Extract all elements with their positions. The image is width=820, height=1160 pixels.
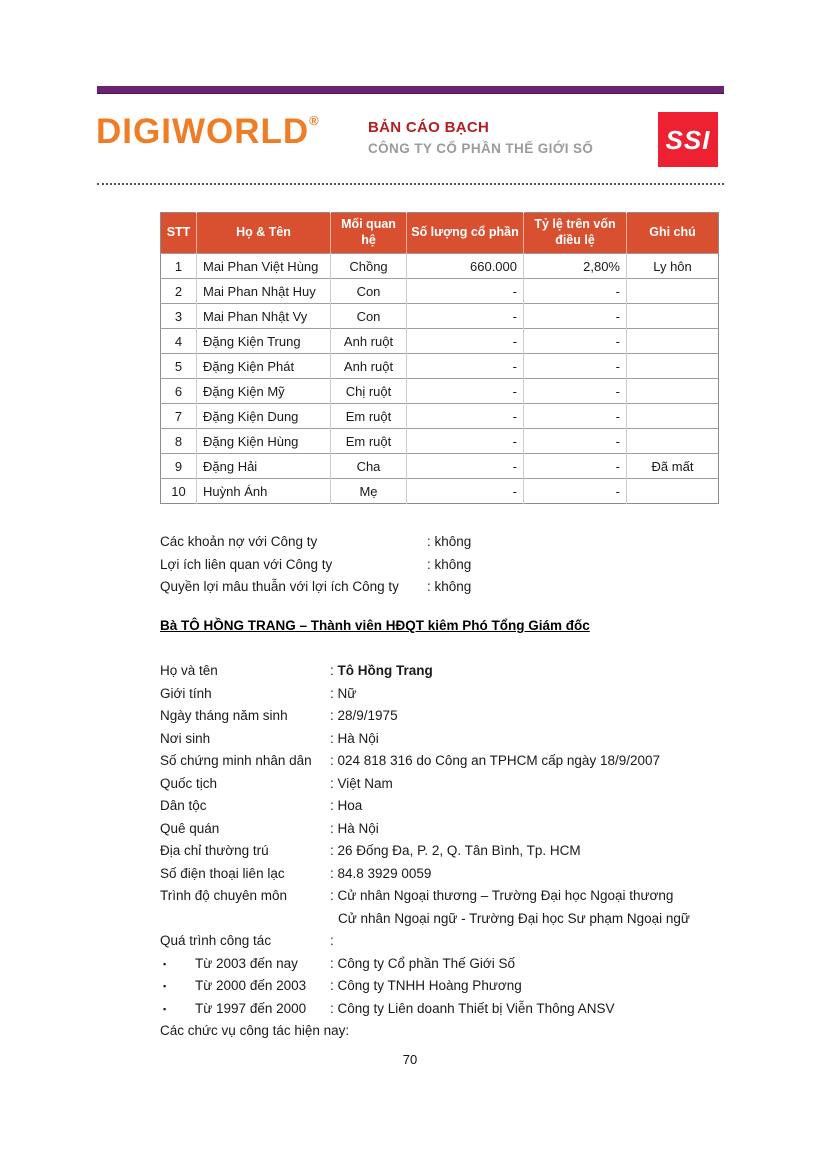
table-cell: Đặng Kiện Dung (197, 404, 331, 429)
profile-value: : Nữ (330, 685, 357, 701)
table-cell: - (524, 454, 627, 479)
table-cell: 3 (161, 304, 197, 329)
career-company: : Công ty Liên doanh Thiết bị Viễn Thông ANSV (330, 1000, 615, 1016)
career-period: Từ 2003 đến nay (195, 955, 298, 971)
table-cell: Ly hôn (627, 254, 719, 279)
profile-value: : Tô Hồng Trang (330, 663, 433, 678)
profile-label: Quốc tịch (160, 775, 218, 791)
profile-label: Dân tộc (160, 798, 207, 813)
table-cell: Chị ruột (331, 379, 407, 404)
profile-value: : 26 Đống Đa, P. 2, Q. Tân Bình, Tp. HCM (330, 843, 581, 858)
profile-value: : 28/9/1975 (330, 708, 398, 723)
profile-line (160, 885, 720, 908)
bullet-icon: ▪ (163, 1003, 167, 1014)
note-value: : không (427, 534, 472, 549)
career-line (160, 975, 720, 998)
table-cell: - (407, 404, 524, 429)
profile-value: : Hà Nội (330, 730, 379, 746)
table-cell: - (407, 329, 524, 354)
page-number: 70 (402, 1052, 418, 1067)
table-cell (627, 354, 719, 379)
table-cell: Đặng Kiện Phát (197, 354, 331, 379)
biography-block (160, 660, 720, 1043)
table-cell: - (407, 304, 524, 329)
column-header: Họ & Tên (197, 213, 331, 254)
table-cell: - (524, 304, 627, 329)
bullet-icon: ▪ (163, 981, 167, 991)
profile-line (160, 818, 720, 841)
table-cell: Em ruột (331, 429, 407, 454)
profile-lines (160, 660, 720, 953)
table-cell (627, 304, 719, 329)
table-cell: - (407, 429, 524, 454)
column-header: STT (161, 213, 197, 254)
profile-label: Quá trình công tác (160, 933, 272, 948)
profile-label: Ngày tháng năm sinh (160, 708, 288, 723)
table-cell: Con (331, 304, 407, 329)
profile-label: Địa chỉ thường trú (160, 843, 269, 858)
profile-value: : Việt Nam (330, 775, 393, 791)
table-cell: Con (331, 279, 407, 304)
career-period: Từ 2000 đến 2003 (195, 978, 307, 993)
table-row (161, 279, 719, 304)
profile-value-text: Hà Nội (337, 730, 379, 746)
profile-value-text: Tô Hồng Trang (337, 663, 433, 678)
profile-value-text: Hoa (337, 798, 363, 813)
career-line (160, 953, 720, 976)
profile-value-text: Cử nhân Ngoại thương – Trường Đại học Ngoại thương (337, 888, 674, 903)
header-accent-bar (97, 86, 724, 94)
table-cell: 5 (161, 354, 197, 379)
table-cell: - (407, 479, 524, 504)
profile-value-text: Việt Nam (337, 775, 393, 791)
table-cell: Em ruột (331, 404, 407, 429)
profile-line (160, 705, 720, 728)
table-cell: Đặng Kiện Trung (197, 329, 331, 354)
profile-label: Số chứng minh nhân dân (160, 753, 312, 768)
table-cell: Anh ruột (331, 354, 407, 379)
table-row (161, 404, 719, 429)
table-cell: Huỳnh Ánh (197, 479, 331, 504)
table-cell: - (524, 404, 627, 429)
table-cell: - (524, 429, 627, 454)
profile-line (160, 728, 720, 751)
table-cell: Đã mất (627, 454, 719, 479)
company-relation-notes (160, 531, 471, 599)
table-cell: 8 (161, 429, 197, 454)
profile-label: Giới tính (160, 685, 212, 701)
note-label: Quyền lợi mâu thuẫn với lợi ích Công ty (160, 579, 399, 594)
section-heading: Bà TÔ HỒNG TRANG – Thành viên HĐQT kiêm Phó Tổng Giám đốc (160, 618, 590, 633)
registered-trademark-icon: ® (309, 113, 319, 128)
profile-label: Họ và tên (160, 663, 218, 678)
note-label: Lợi ích liên quan với Công ty (160, 556, 333, 572)
career-lines (160, 953, 720, 1021)
table-cell: Cha (331, 454, 407, 479)
table-cell: - (524, 479, 627, 504)
table-cell: 9 (161, 454, 197, 479)
related-persons-table (160, 212, 719, 504)
digiworld-logo-text: DIGIWORLD (96, 112, 310, 151)
career-period: Từ 1997 đến 2000 (195, 1000, 307, 1016)
table-cell: 10 (161, 479, 197, 504)
table-cell: - (407, 379, 524, 404)
table-cell: - (524, 379, 627, 404)
profile-value: : Cử nhân Ngoại thương – Trường Đại học Ngoại thương (330, 888, 674, 903)
profile-line (160, 840, 720, 863)
profile-value: : Hoa (330, 798, 363, 813)
table-cell: - (524, 329, 627, 354)
profile-label: Nơi sinh (160, 730, 211, 746)
table-cell: - (407, 354, 524, 379)
career-company: : Công ty TNHH Hoàng Phương (330, 978, 522, 993)
profile-value: : Hà Nội (330, 820, 379, 836)
table-cell (627, 329, 719, 354)
table-cell: Đặng Kiện Mỹ (197, 379, 331, 404)
profile-line (160, 795, 720, 818)
note-value: : không (427, 556, 472, 572)
column-header: Mối quan hệ (331, 213, 407, 254)
company-name-subtitle: CÔNG TY CỔ PHẦN THẾ GIỚI SỐ (368, 141, 594, 156)
digiworld-logo (96, 112, 319, 152)
profile-value-text: 26 Đống Đa, P. 2, Q. Tân Bình, Tp. HCM (337, 843, 581, 858)
table-cell: 6 (161, 379, 197, 404)
table-row (161, 429, 719, 454)
profile-value-text: 024 818 316 do Công an TPHCM cấp ngày 18/9/2007 (337, 753, 660, 768)
table-cell: 2,80% (524, 254, 627, 279)
table-row (161, 304, 719, 329)
table-cell: - (407, 279, 524, 304)
table-cell: Chồng (331, 254, 407, 279)
table-header-row (161, 213, 719, 254)
profile-line (160, 750, 720, 773)
bullet-icon: ▪ (163, 958, 167, 969)
column-header: Ghi chú (627, 213, 719, 254)
note-label: Các khoản nợ với Công ty (160, 534, 318, 549)
career-company: : Công ty Cổ phần Thế Giới Số (330, 955, 515, 971)
document-title-block (368, 119, 593, 156)
table-cell (627, 429, 719, 454)
profile-value-text: 84.8 3929 0059 (337, 865, 432, 881)
note-line (160, 554, 471, 577)
profile-value: : 84.8 3929 0059 (330, 865, 432, 881)
profile-line (160, 773, 720, 796)
table-cell (627, 379, 719, 404)
profile-label: Trình độ chuyên môn (160, 888, 288, 903)
table-row (161, 254, 719, 279)
table-cell (627, 479, 719, 504)
table-head (161, 213, 719, 254)
table-cell: Mai Phan Việt Hùng (197, 254, 331, 279)
table-cell (627, 279, 719, 304)
current-positions-line: Các chức vụ công tác hiện nay: (160, 1023, 350, 1038)
career-line (160, 998, 720, 1021)
table-cell: Đặng Kiện Hùng (197, 429, 331, 454)
table-cell: 4 (161, 329, 197, 354)
table-cell: 660.000 (407, 254, 524, 279)
table-cell: Mẹ (331, 479, 407, 504)
document-title: BẢN CÁO BẠCH (368, 119, 490, 136)
profile-value: : 024 818 316 do Công an TPHCM cấp ngày 18/9/2007 (330, 753, 660, 768)
profile-value-extra-line: Cử nhân Ngoại ngữ - Trường Đại học Sư phạm Ngoại ngữ (338, 910, 690, 926)
table-cell: Mai Phan Nhật Huy (197, 279, 331, 304)
table-body (161, 254, 719, 504)
table-cell: Mai Phan Nhật Vy (197, 304, 331, 329)
table-cell: - (524, 279, 627, 304)
profile-line (160, 660, 720, 683)
note-line (160, 531, 471, 554)
profile-value: : (330, 933, 334, 948)
table-cell: 2 (161, 279, 197, 304)
profile-value-text: Nữ (337, 685, 357, 701)
ssi-logo (658, 112, 718, 167)
table-row (161, 379, 719, 404)
profile-label: Số điện thoại liên lạc (160, 865, 285, 881)
note-value: : không (427, 579, 472, 594)
profile-value-text: Hà Nội (337, 820, 379, 836)
profile-value-text: 28/9/1975 (337, 708, 398, 723)
table-cell (627, 404, 719, 429)
table-row (161, 479, 719, 504)
table-row (161, 454, 719, 479)
table-cell: - (407, 454, 524, 479)
profile-line (160, 930, 720, 953)
table-cell: - (524, 354, 627, 379)
note-line (160, 576, 471, 599)
profile-line (160, 863, 720, 886)
table-cell: Anh ruột (331, 329, 407, 354)
table-row (161, 354, 719, 379)
column-header: Tỷ lệ trên vốn điều lệ (524, 213, 627, 254)
table-cell: 7 (161, 404, 197, 429)
table-cell: 1 (161, 254, 197, 279)
column-header: Số lượng cổ phần (407, 213, 524, 254)
ssi-logo-text: SSI (665, 124, 711, 155)
profile-label: Quê quán (160, 820, 220, 836)
profile-line (160, 683, 720, 706)
dotted-separator (97, 183, 724, 185)
table-cell: Đặng Hải (197, 454, 331, 479)
table-row (161, 329, 719, 354)
